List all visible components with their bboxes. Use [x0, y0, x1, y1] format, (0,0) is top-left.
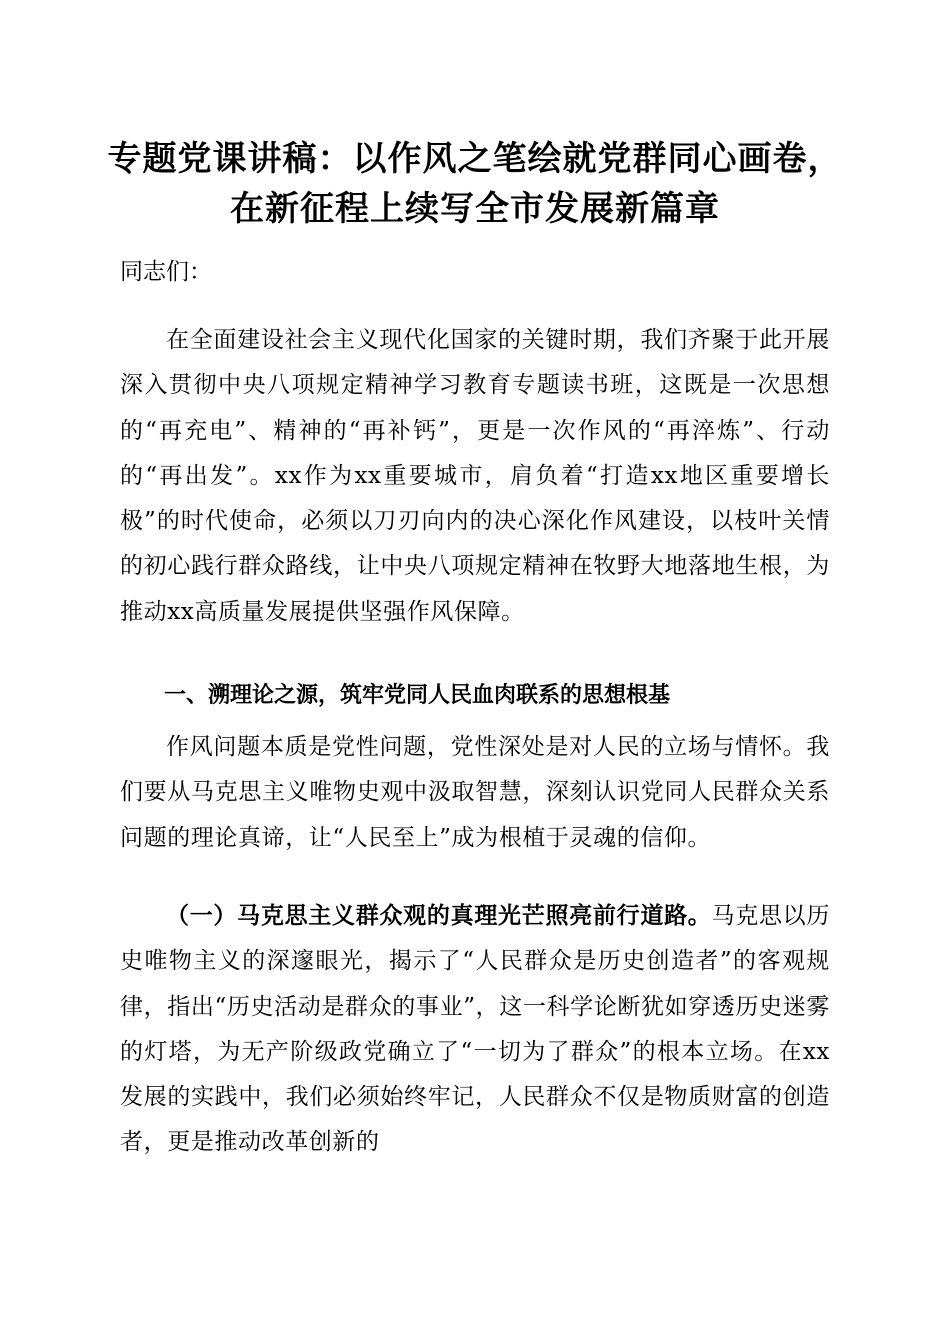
salutation: 同志们：	[120, 259, 212, 285]
document-title-line-1: 专题党课讲稿：以作风之笔绘就党群同心画卷，	[107, 139, 843, 179]
paragraph-section1-intro: 作风问题本质是党性问题，党性深处是对人民的立场与情怀。我们要从马克思主义唯物史观中汲取智慧，深刻认识党同人民群众关系问题的理论真谛，让“人民至上”成为根植于灵魂的信仰。	[120, 734, 830, 851]
subsection-body: 马克思以历史唯物主义的深邃眼光，揭示了“人民群众是历史创造者”的客观规律，指出“历史活动是群众的事业”，这一科学论断犹如穿透历史迷雾的灯塔，为无产阶级政党确立了“一切为了群众”的根本立场。在xx发展的实践中，我们必须始终牢记，人民群众不仅是物质财富的创造者，更是推动改革创新的	[120, 903, 830, 1156]
subsection-lead: （一）马克思主义群众观的真理光芒照亮前行道路。	[166, 902, 712, 929]
paragraph-subsection-1	[120, 893, 830, 1166]
paragraph-intro: 在全面建设社会主义现代化国家的关键时期，我们齐聚于此开展深入贯彻中央八项规定精神学习教育专题读书班，这既是一次思想的“再充电”、精神的“再补钙”，更是一次作风的“再淬炼”、行动的“再出发”。xx作为xx重要城市，肩负着“打造xx地区重要增长极”的时代使命，必须以刀刃向内的决心深化作风建设，以枝叶关情的初心践行群众路线，让中央八项规定精神在牧野大地落地生根，为推动xx高质量发展提供坚强作风保障。	[120, 327, 830, 625]
document-title-line-2: 在新征程上续写全市发展新篇章	[230, 189, 720, 229]
section-heading-1: 一、溯理论之源，筑牢党同人民血肉联系的思想根基	[164, 683, 671, 708]
